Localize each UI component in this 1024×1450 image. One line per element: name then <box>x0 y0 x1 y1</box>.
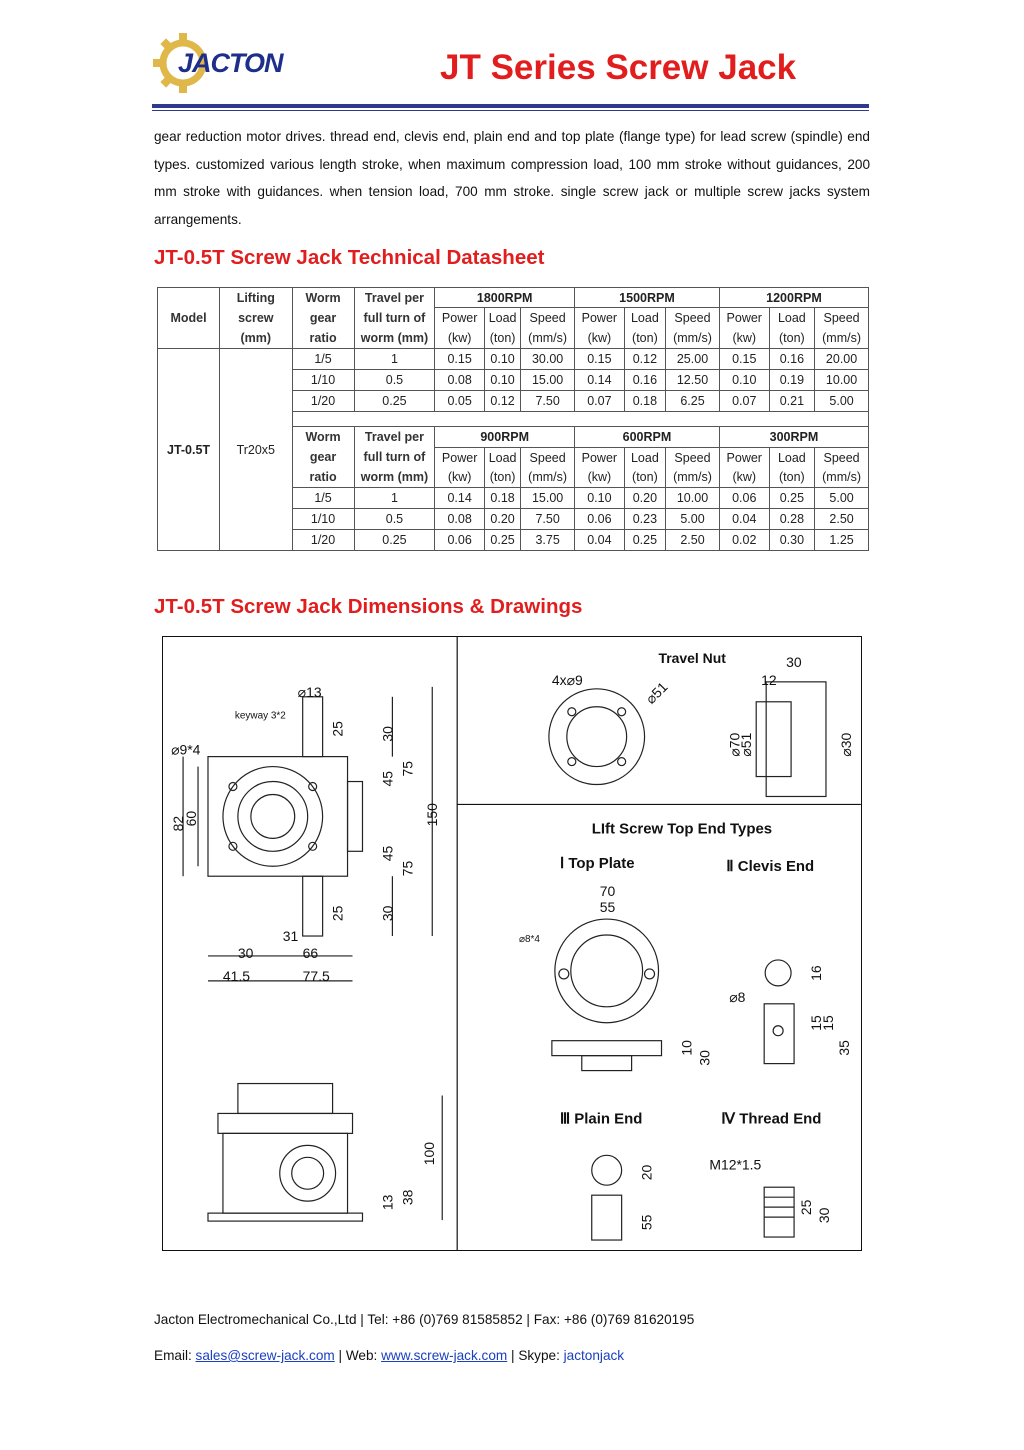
th-power: Power <box>575 447 625 467</box>
th-load: Load <box>769 308 815 328</box>
dim-label: 25 <box>798 1199 815 1216</box>
dim-label: 45 <box>379 845 396 862</box>
dim-label: 75 <box>399 761 416 777</box>
th-rpm: 1200RPM <box>719 288 868 308</box>
th-ratio-2: gear <box>292 308 354 328</box>
table-cell: 15.00 <box>521 369 575 390</box>
table-cell: 1/20 <box>292 530 354 551</box>
table-cell: 0.12 <box>484 390 520 411</box>
table-cell: 0.04 <box>719 509 769 530</box>
dim-label: 66 <box>302 944 319 961</box>
th-rpm: 300RPM <box>719 427 868 447</box>
table-cell: 0.25 <box>484 530 520 551</box>
spec-table <box>157 287 869 551</box>
table-cell: 0.05 <box>435 390 485 411</box>
table-cell: 1/10 <box>292 369 354 390</box>
th-load-unit: (ton) <box>484 467 520 487</box>
th-speed: Speed <box>666 447 720 467</box>
dim-label: 41.5 <box>222 967 251 984</box>
table-cell: 0.12 <box>624 349 665 370</box>
th-power-unit: (kw) <box>719 328 769 348</box>
th-load: Load <box>624 447 665 467</box>
table-cell: 5.00 <box>815 488 869 509</box>
table-cell: 0.28 <box>769 509 815 530</box>
table-cell: 0.21 <box>769 390 815 411</box>
table-cell: 0.06 <box>575 509 625 530</box>
th-travel-3: worm (mm) <box>354 328 435 348</box>
th-power-unit: (kw) <box>435 467 485 487</box>
skype-id: jactonjack <box>563 1348 625 1363</box>
end-type-thread: Ⅳ Thread End <box>721 1110 822 1128</box>
end-type-top-plate: Ⅰ Top Plate <box>559 855 635 873</box>
table-cell: 0.18 <box>624 390 665 411</box>
dim-label: 10 <box>678 1040 695 1056</box>
table-cell: 0.25 <box>624 530 665 551</box>
web-label: | Web: <box>334 1348 382 1363</box>
header-divider-thin <box>152 110 869 111</box>
header-divider <box>152 104 869 108</box>
dim-label: 15 <box>807 1015 824 1031</box>
th-power-unit: (kw) <box>575 328 625 348</box>
table-cell: 0.10 <box>719 369 769 390</box>
table-cell: 0.16 <box>624 369 665 390</box>
th-power: Power <box>719 447 769 467</box>
th-ratio-3: ratio <box>292 467 354 487</box>
dim-label: 12 <box>761 671 777 688</box>
table-cell: 1/10 <box>292 509 354 530</box>
th-travel-1: Travel per <box>354 427 435 447</box>
th-screw-1: Lifting <box>220 288 292 308</box>
th-speed: Speed <box>521 447 575 467</box>
table-cell: 15.00 <box>521 488 575 509</box>
th-screw-3: (mm) <box>220 328 292 348</box>
th-speed-unit: (mm/s) <box>815 467 869 487</box>
dim-label: 25 <box>329 905 346 922</box>
th-load-unit: (ton) <box>624 467 665 487</box>
table-cell: 1.25 <box>815 530 869 551</box>
clevis-end-drawing <box>764 960 794 1064</box>
table-cell: 7.50 <box>521 390 575 411</box>
th-power-unit: (kw) <box>435 328 485 348</box>
table-cell: 2.50 <box>666 530 720 551</box>
table-cell: 3.75 <box>521 530 575 551</box>
table-cell: 25.00 <box>666 349 720 370</box>
dim-label: ⌀51 <box>738 732 755 757</box>
th-travel-2: full turn of <box>354 308 435 328</box>
dim-label: ⌀9*4 <box>171 741 201 758</box>
th-travel-2: full turn of <box>354 447 435 467</box>
footer-company: Jacton Electromechanical Co.,Ltd | Tel: +86 (0)769 81585852 | Fax: +86 (0)769 81620195 <box>154 1312 695 1327</box>
th-travel-3: worm (mm) <box>354 467 435 487</box>
th-speed: Speed <box>815 308 869 328</box>
dim-label: 55 <box>638 1214 655 1231</box>
travel-nut-drawing <box>549 682 826 797</box>
th-rpm: 1500RPM <box>575 288 720 308</box>
table-cell: 2.50 <box>815 509 869 530</box>
table-cell: 0.5 <box>354 509 435 530</box>
dim-label: 70 <box>599 883 616 900</box>
dim-label: 31 <box>282 928 299 945</box>
th-rpm: 1800RPM <box>435 288 575 308</box>
table-cell: 1 <box>354 488 435 509</box>
table-cell: 1 <box>354 349 435 370</box>
th-speed-unit: (mm/s) <box>521 328 575 348</box>
th-ratio-1: Worm <box>292 427 354 447</box>
dim-label: ⌀51 <box>642 678 671 707</box>
table-cell: 0.16 <box>769 349 815 370</box>
table-cell: 0.06 <box>435 530 485 551</box>
table-cell: 1/5 <box>292 488 354 509</box>
thread-end-drawing <box>764 1187 794 1237</box>
end-types-label: LIft Screw Top End Types <box>591 820 773 838</box>
th-power: Power <box>575 308 625 328</box>
dim-label: 30 <box>815 1207 832 1224</box>
logo-text: JACTON <box>178 48 283 78</box>
dim-label: 82 <box>170 815 187 832</box>
th-screw-2: screw <box>220 308 292 328</box>
plain-end-drawing <box>592 1155 622 1240</box>
table-cell: 20.00 <box>815 349 869 370</box>
dim-label: 20 <box>638 1164 655 1181</box>
table-cell: 0.15 <box>435 349 485 370</box>
dim-label: 150 <box>424 803 441 827</box>
table-cell: 10.00 <box>815 369 869 390</box>
dimension-drawings <box>162 636 862 1251</box>
table-cell: 0.19 <box>769 369 815 390</box>
table-cell: 10.00 <box>666 488 720 509</box>
table-cell: 0.08 <box>435 369 485 390</box>
th-load-unit: (ton) <box>624 328 665 348</box>
th-travel-1: Travel per <box>354 288 435 308</box>
th-load: Load <box>624 308 665 328</box>
dim-label: M12*1.5 <box>709 1156 762 1173</box>
table-spacer <box>292 411 868 427</box>
web-link[interactable]: www.screw-jack.com <box>381 1348 508 1363</box>
table-cell: 12.50 <box>666 369 720 390</box>
dim-label: 45 <box>379 770 396 787</box>
th-power: Power <box>719 308 769 328</box>
table-cell: 0.18 <box>484 488 520 509</box>
table-cell: 0.02 <box>719 530 769 551</box>
dim-label: 30 <box>379 726 396 742</box>
table-cell: 0.20 <box>484 509 520 530</box>
th-speed: Speed <box>521 308 575 328</box>
th-ratio-1: Worm <box>292 288 354 308</box>
dim-label: 25 <box>329 721 346 737</box>
table-cell: 0.25 <box>769 488 815 509</box>
table-cell: 1/20 <box>292 390 354 411</box>
dim-label: ⌀13 <box>297 683 322 700</box>
th-power: Power <box>435 447 485 467</box>
th-speed-unit: (mm/s) <box>815 328 869 348</box>
th-load-unit: (ton) <box>769 467 815 487</box>
table-cell: 0.07 <box>575 390 625 411</box>
th-power-unit: (kw) <box>719 467 769 487</box>
th-power-unit: (kw) <box>575 467 625 487</box>
intro-paragraph: gear reduction motor drives. thread end, clevis end, plain end and top plate (flange type) for lead screw (spindle) end types. customized various length stroke, when maximum compression load, 100 mm stroke without guidances, 200 mm stroke with guidances. when tension load, 700 mm stroke. single screw jack or multiple screw jacks system arrangements. <box>154 129 870 227</box>
th-speed: Speed <box>666 308 720 328</box>
table-cell: 0.25 <box>354 530 435 551</box>
dim-label: 15 <box>819 1015 836 1031</box>
table-cell: 0.15 <box>719 349 769 370</box>
table-cell: 0.07 <box>719 390 769 411</box>
dim-label: 16 <box>807 965 824 981</box>
table-cell: 0.5 <box>354 369 435 390</box>
th-load: Load <box>484 447 520 467</box>
dim-label: ⌀8*4 <box>518 934 540 946</box>
th-load: Load <box>484 308 520 328</box>
dim-label: 77.5 <box>302 967 330 984</box>
th-rpm: 900RPM <box>435 427 575 447</box>
skype-label: | Skype: <box>507 1348 564 1363</box>
table-cell: 1/5 <box>292 349 354 370</box>
dim-label: 13 <box>379 1194 396 1211</box>
table-cell: 0.30 <box>769 530 815 551</box>
th-ratio-3: ratio <box>292 328 354 348</box>
th-rpm: 600RPM <box>575 427 720 447</box>
th-load-unit: (ton) <box>484 328 520 348</box>
th-ratio-2: gear <box>292 447 354 467</box>
dim-label: 75 <box>399 860 416 877</box>
keyway-label: keyway 3*2 <box>234 710 286 722</box>
th-speed-unit: (mm/s) <box>521 467 575 487</box>
table-cell: 0.20 <box>624 488 665 509</box>
dim-label: 4x⌀9 <box>551 671 583 688</box>
table-cell: 0.08 <box>435 509 485 530</box>
table-cell: 0.06 <box>719 488 769 509</box>
th-load-unit: (ton) <box>769 328 815 348</box>
footer-contact <box>154 1348 624 1363</box>
email-label: Email: <box>154 1348 196 1363</box>
email-link[interactable]: sales@screw-jack.com <box>195 1348 335 1363</box>
table-cell: 5.00 <box>815 390 869 411</box>
dim-label: 35 <box>835 1040 852 1056</box>
travel-nut-label: Travel Nut <box>658 649 726 666</box>
top-plate-drawing <box>552 919 662 1071</box>
th-speed: Speed <box>815 447 869 467</box>
table-cell: 0.15 <box>575 349 625 370</box>
th-speed-unit: (mm/s) <box>666 328 720 348</box>
th-model: Model <box>158 288 220 349</box>
dim-label: 30 <box>379 905 396 922</box>
dim-label: ⌀8 <box>729 988 746 1005</box>
dim-label: ⌀70 <box>726 732 743 757</box>
table-cell: 0.10 <box>484 369 520 390</box>
dim-label: 30 <box>237 944 254 961</box>
table-cell: 0.10 <box>484 349 520 370</box>
dim-label: 100 <box>421 1142 438 1166</box>
table-cell: 6.25 <box>666 390 720 411</box>
end-type-plain: Ⅲ Plain End <box>559 1110 643 1128</box>
screw-cell: Tr20x5 <box>220 349 292 551</box>
th-speed-unit: (mm/s) <box>666 467 720 487</box>
table-cell: 0.14 <box>575 369 625 390</box>
table-cell: 0.25 <box>354 390 435 411</box>
table-cell: 0.10 <box>575 488 625 509</box>
table-cell: 7.50 <box>521 509 575 530</box>
end-type-clevis: Ⅱ Clevis End <box>726 858 815 876</box>
th-load: Load <box>769 447 815 467</box>
drawings-heading: JT-0.5T Screw Jack Dimensions & Drawings <box>154 595 583 618</box>
dim-label: 30 <box>786 653 802 670</box>
table-cell: 5.00 <box>666 509 720 530</box>
dim-label: 55 <box>599 899 616 916</box>
dim-label: 38 <box>399 1189 416 1206</box>
page-title: JT Series Screw Jack <box>440 48 797 87</box>
dim-label: 60 <box>183 810 200 827</box>
jacton-logo <box>150 30 300 95</box>
dim-label: 30 <box>696 1050 713 1066</box>
table-cell: 0.14 <box>435 488 485 509</box>
table-cell: 0.04 <box>575 530 625 551</box>
datasheet-heading: JT-0.5T Screw Jack Technical Datasheet <box>154 246 545 269</box>
dim-label: ⌀30 <box>837 732 854 757</box>
table-cell: 30.00 <box>521 349 575 370</box>
table-cell: 0.23 <box>624 509 665 530</box>
th-power: Power <box>435 308 485 328</box>
model-cell: JT-0.5T <box>158 349 220 551</box>
